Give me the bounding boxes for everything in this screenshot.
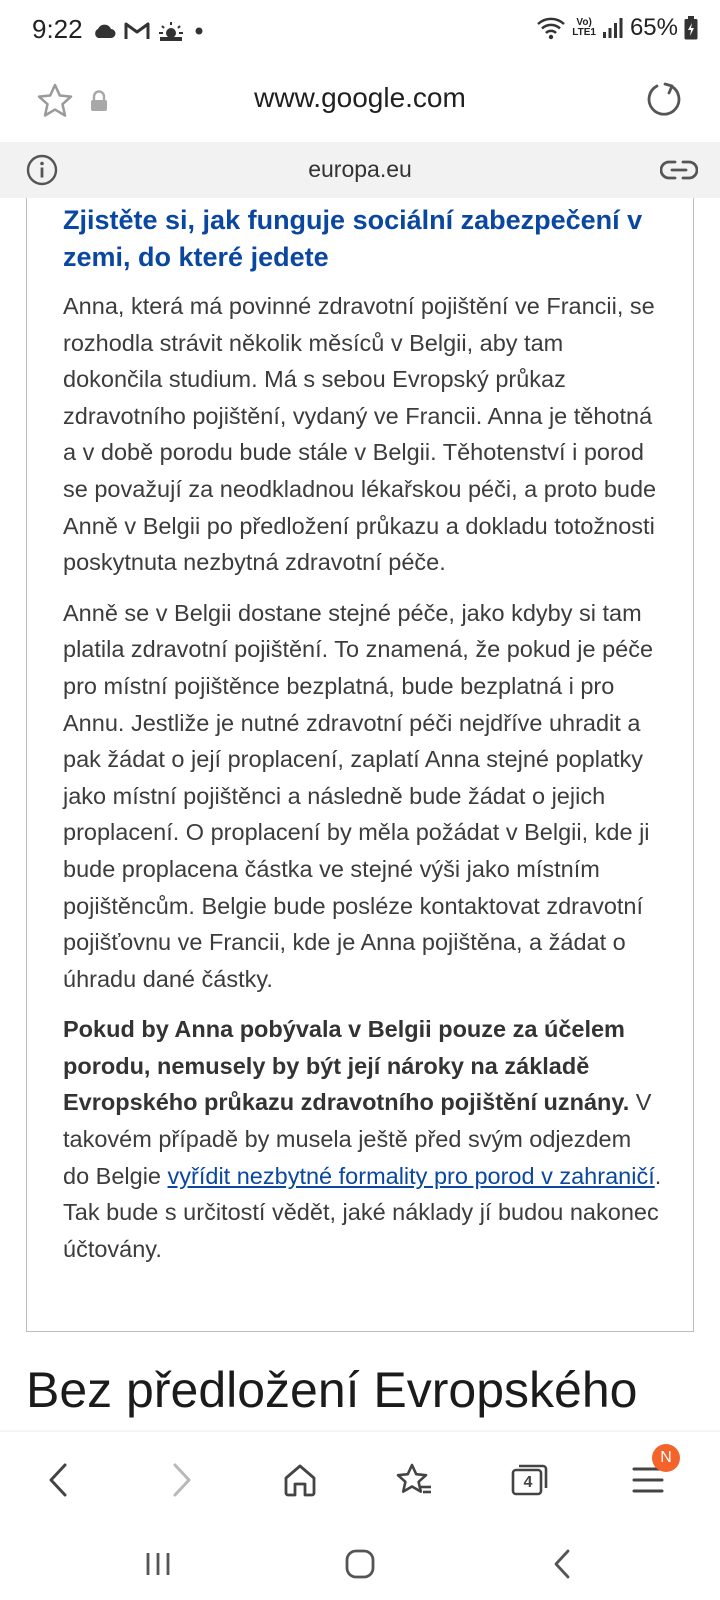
site-domain: europa.eu <box>308 156 412 182</box>
site-info-bar <box>0 142 720 198</box>
paragraph-3 <box>63 1011 663 1267</box>
system-back-icon <box>550 1548 574 1580</box>
status-time: 9:22 <box>32 14 83 44</box>
forward-arrow-icon <box>167 1462 197 1498</box>
weather-icon <box>158 20 184 42</box>
status-right-icons <box>536 14 698 42</box>
page-content <box>0 198 720 1432</box>
dot-icon <box>192 24 206 38</box>
signal-icon <box>602 17 624 39</box>
home-icon <box>282 1462 318 1498</box>
lte-label: LTE1 <box>572 27 596 38</box>
menu-button[interactable] <box>622 1449 674 1506</box>
menu-notification-badge: N <box>652 1444 680 1472</box>
link-icon[interactable] <box>660 156 698 184</box>
address-bar <box>0 62 720 142</box>
system-back-button[interactable] <box>540 1542 584 1586</box>
url-text[interactable]: www.google.com <box>254 82 466 113</box>
paragraph-2: Anně se v Belgii dostane stejné péče, jako kdyby si tam platila zdravotní pojištění. To znamená, že pokud je péče pro místní pojištěnce bezplatná, bude bezplatná i pro Annu. Jestliže je nutné zdravotní péči nejdříve uhradit a pak žádat o její proplacení, zaplatí Anna stejné poplatky jako místní pojištěnci a následně bude žádat o jejich proplacení. O proplacení by měla požádat v Belgii, kde ji bude proplacena částka ve stejné výši jako místním pojištěncům. Belgie bude posléze kontaktovat zdravotní pojišťovnu ve Francii, kde je Anna pojištěna, a žádat o úhradu dané částky. <box>63 599 654 992</box>
system-home-button[interactable] <box>338 1542 382 1586</box>
status-notification-icons <box>92 16 206 46</box>
section-heading: Bez předložení Evropského <box>26 1362 638 1418</box>
volte-label: Vo) <box>576 17 592 28</box>
recent-apps-button[interactable] <box>136 1542 180 1586</box>
paragraph-3-text: V takovém případě by musela ještě před svým odjezdem do Belgie <box>63 1089 652 1189</box>
battery-charging-icon <box>684 16 698 40</box>
system-nav-bar <box>0 1526 720 1600</box>
reload-icon[interactable] <box>644 80 684 120</box>
back-button[interactable] <box>32 1454 84 1506</box>
back-arrow-icon <box>43 1462 73 1498</box>
status-bar <box>0 0 720 62</box>
box-heading: Zjistěte si, jak funguje sociální zabezpečení v zemi, do které jedete <box>63 205 643 272</box>
example-box-inner <box>63 202 663 1281</box>
paragraph-3-bold: Pokud by Anna pobývala v Belgii pouze za účelem porodu, nemusely by být její nároky na základě Evropského průkazu zdravotního pojištění uznány. <box>63 1016 630 1116</box>
formalities-link[interactable]: vyřídit nezbytné formality pro porod v zahraničí <box>167 1162 655 1189</box>
gmail-icon <box>124 21 150 41</box>
battery-percent: 65% <box>629 14 678 41</box>
bookmarks-star-icon <box>395 1462 433 1498</box>
tabs-button[interactable] <box>504 1454 556 1506</box>
home-button[interactable] <box>274 1454 326 1506</box>
system-home-icon <box>344 1548 376 1580</box>
bookmarks-button[interactable] <box>388 1454 440 1506</box>
forward-button[interactable] <box>156 1454 208 1506</box>
cloud-icon <box>92 23 116 39</box>
volte-indicator <box>572 18 596 38</box>
example-box <box>26 198 694 1332</box>
wifi-icon <box>536 16 566 40</box>
tabs-count: 4 <box>523 1474 533 1491</box>
paragraph-1: Anna, která má povinné zdravotní pojištění ve Francii, se rozhodla strávit několik měsíců v Belgii, aby tam dokončila studium. Má s sebou Evropský průkaz zdravotního pojištění, vydaný ve Francii. Anna je těhotná a v době porodu bude stále v Belgii. Těhotenství i porod se považují za neodkladnou lékařskou péči, a proto bude Anně v Belgii po předložení průkazu a dokladu totožnosti poskytnuta nezbytná zdravotní péče. <box>63 293 657 576</box>
browser-toolbar <box>0 1432 720 1526</box>
recent-apps-icon <box>144 1550 172 1578</box>
paragraph-3-end: . Tak bude s určitostí vědět, jaké náklady jí budou nakonec účtovány. <box>63 1162 662 1262</box>
